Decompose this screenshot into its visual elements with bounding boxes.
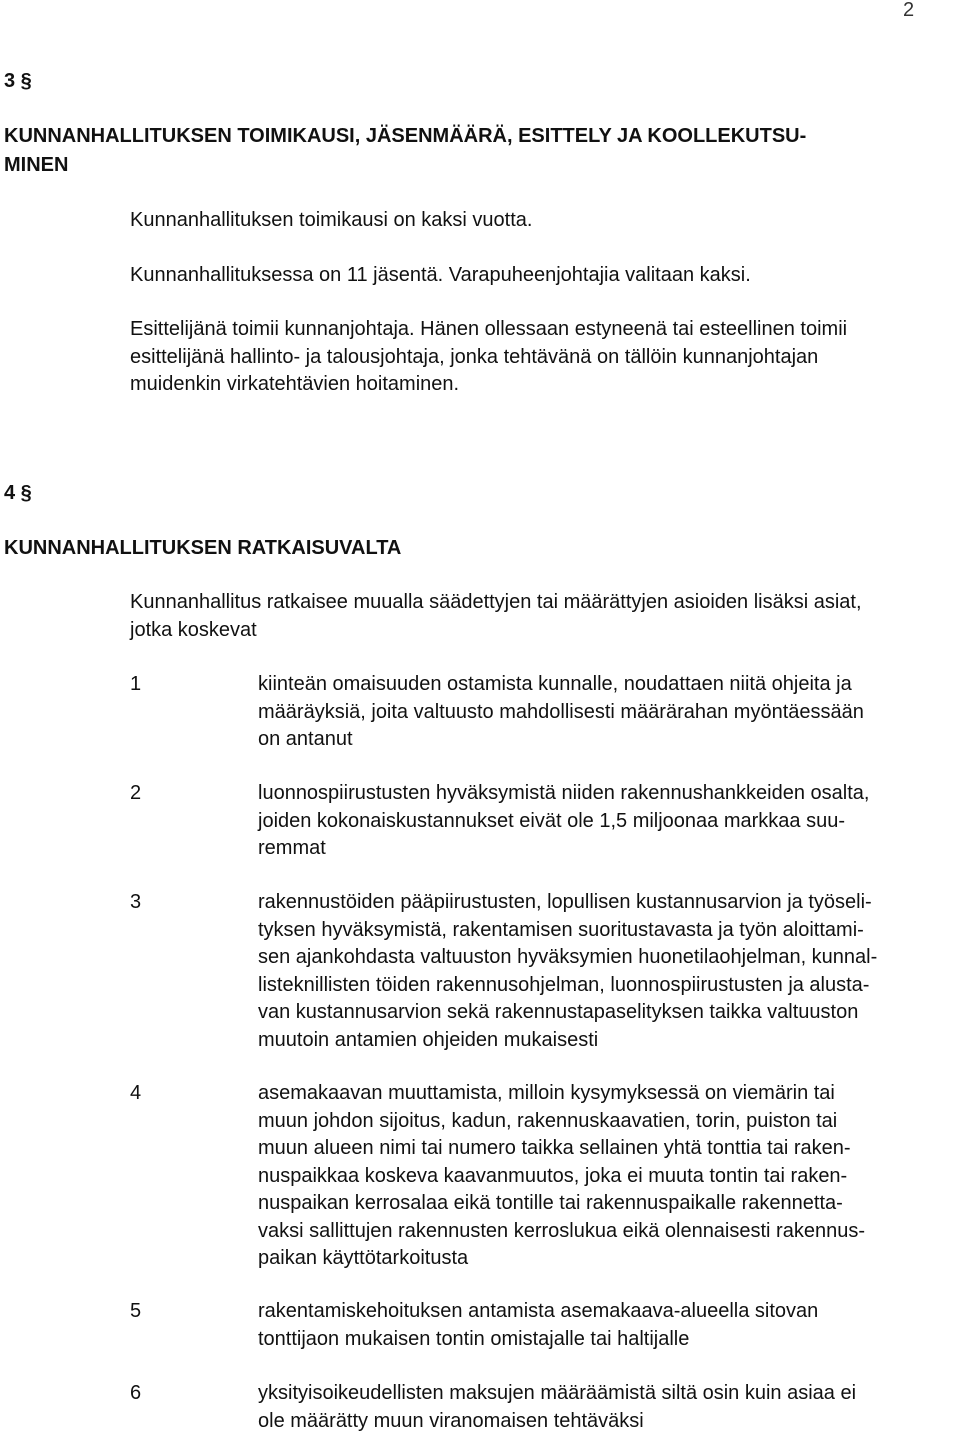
list-item-text: rakennustöiden pääpiirustusten, lopullisen kustannusarvion ja työseli- tyksen hyväksymistä, rakentamisen suoritustavasta ja työn aloittami- sen ajankohdasta valtuuston hyväksymien huonetilaohjelman, kunnal- listeknillisten töiden rakennusohjelman, luonnospiirustusten ja alusta- van kustannusarvion sekä rakennustapaselityksen taikka valtuuston muutoin antamien ohjeiden mukaisesti <box>258 891 878 1051</box>
list-item-text: asemakaavan muuttamista, milloin kysymyksessä on viemärin tai muun johdon sijoitus, kadun, rakennuskaavatien, torin, puiston tai muun alueen nimi tai numero taikka sellainen yhtä tonttia tai raken- nuspaikkaa koskeva kaavanmuutos, joka ei muuta tontin tai raken- nuspaikan kerrosalaa eikä tontille tai rakennuspaikalle rakennetta- vaksi sallittujen rakennusten kerroslukua eikä olennaisesti rakennus- paikan käyttötarkoitusta <box>258 1082 865 1269</box>
section-3-paragraph-1: Kunnanhallituksen toimikausi on kaksi vuotta. <box>130 209 533 231</box>
section-4-heading: 4 § <box>4 482 32 504</box>
list-item-text: kiinteän omaisuuden ostamista kunnalle, noudattaen niitä ohjeita ja määräyksiä, joita valtuusto mahdollisesti määrärahan myöntäessään on antanut <box>258 673 864 750</box>
list-item-number: 5 <box>130 1300 142 1322</box>
section-3-title <box>4 122 904 180</box>
section-3-paragraph-3: Esittelijänä toimii kunnanjohtaja. Hänen ollessaan estyneenä tai esteellinen toimii esittelijänä hallinto- ja talousjohtaja, jonka tehtävänä on tällöin kunnanjohtajan muidenkin virkatehtävien hoitaminen. <box>130 318 848 395</box>
list-item-text: yksityisoikeudellisten maksujen määräämistä siltä osin kuin asiaa ei ole määrätty muun viranomaisen tehtäväksi <box>258 1382 857 1432</box>
section-4-title: KUNNANHALLITUKSEN RATKAISUVALTA <box>4 537 402 559</box>
section-3-paragraph-2: Kunnanhallituksessa on 11 jäsentä. Varapuheenjohtajia valitaan kaksi. <box>130 264 751 286</box>
list-item-text: luonnospiirustusten hyväksymistä niiden rakennushankkeiden osalta, joiden kokonaiskustannukset eivät ole 1,5 miljoonaa markkaa suu- remmat <box>258 782 870 859</box>
page-number: 2 <box>903 0 915 21</box>
section-4-intro: Kunnanhallitus ratkaisee muualla säädettyjen tai määrättyjen asioiden lisäksi asiat, jotka koskevat <box>130 591 862 641</box>
section-3-heading: 3 § <box>4 70 32 92</box>
list-item-number: 1 <box>130 673 142 695</box>
list-item-number: 2 <box>130 782 142 804</box>
list-item-number: 6 <box>130 1382 142 1404</box>
list-item-number: 3 <box>130 891 142 913</box>
section-3-title-text: KUNNANHALLITUKSEN TOIMIKAUSI, JÄSENMÄÄRÄ, ESITTELY JA KOOLLEKUTSU- MINEN <box>4 125 807 176</box>
list-item-text: rakentamiskehoituksen antamista asemakaava-alueella sitovan tonttijaon mukaisen tontin omistajalle tai haltijalle <box>258 1300 819 1350</box>
list-item-number: 4 <box>130 1082 142 1104</box>
